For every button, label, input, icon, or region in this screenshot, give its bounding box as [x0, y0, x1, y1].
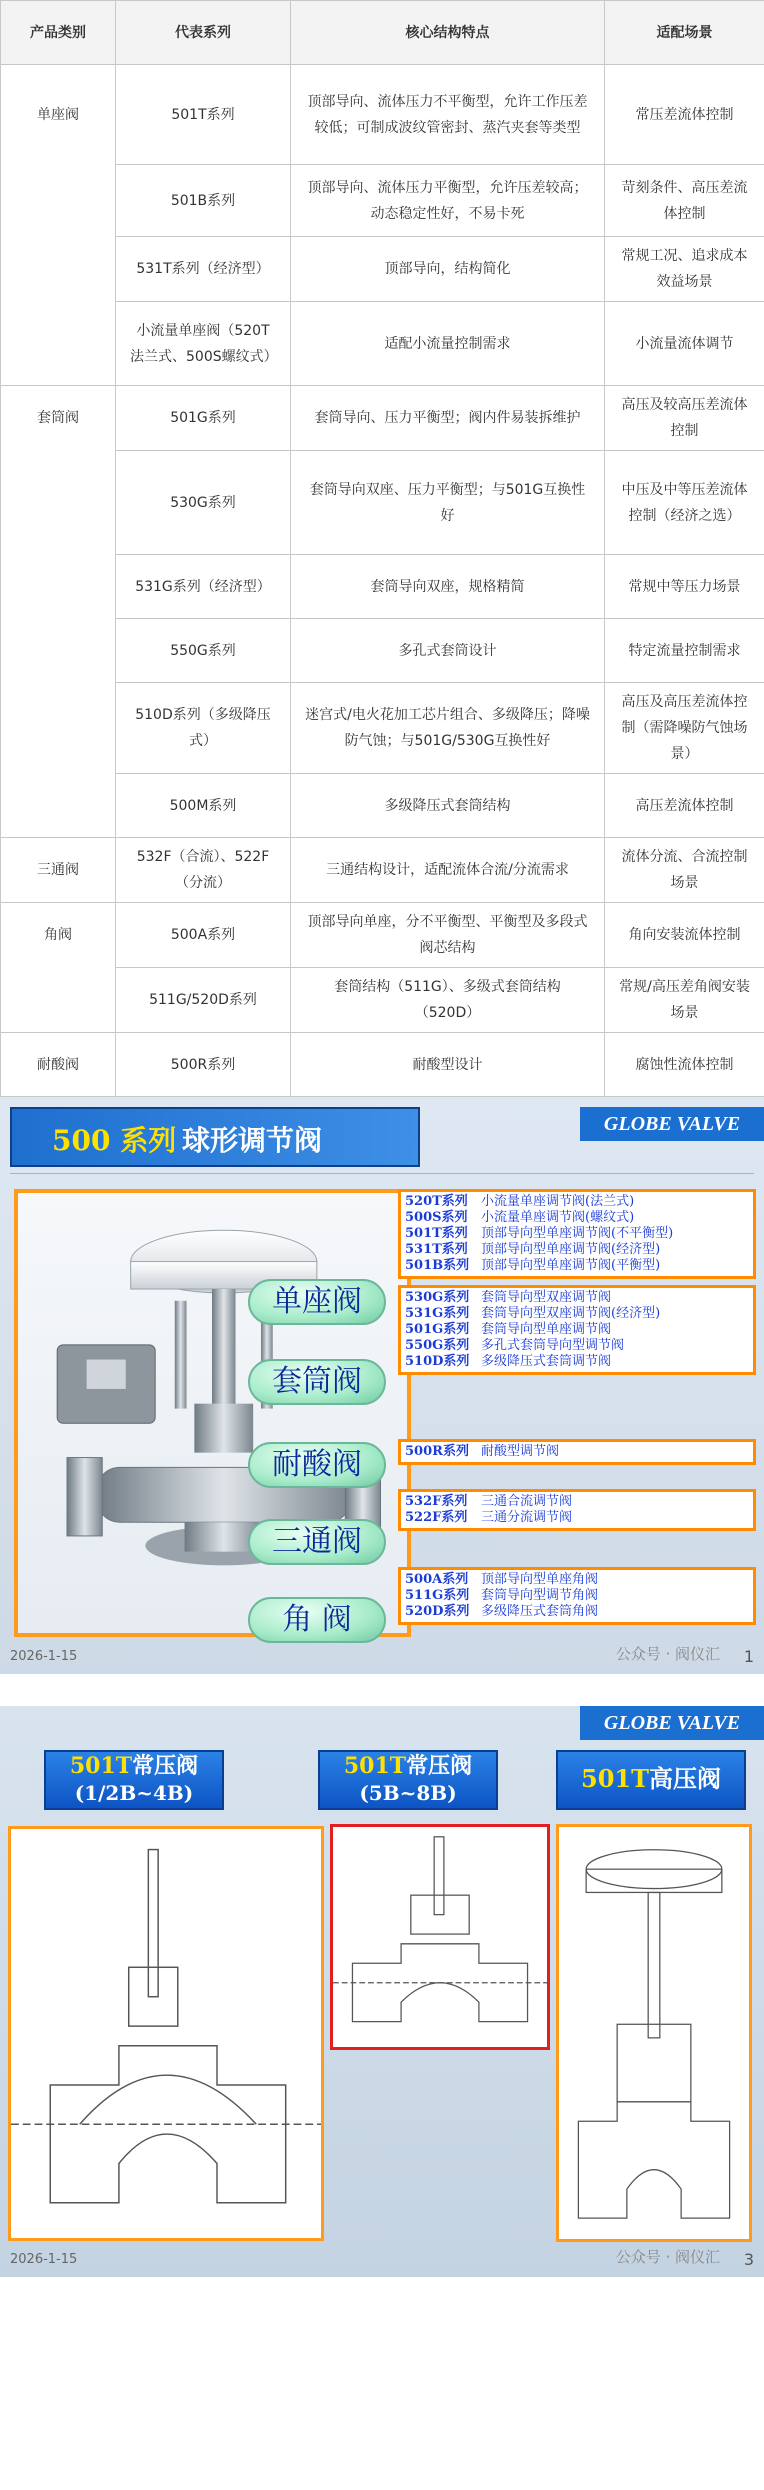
cell-category	[1, 555, 116, 619]
pill-acid: 耐酸阀	[248, 1442, 386, 1488]
table-row	[1, 774, 764, 838]
group-box-three-way	[398, 1489, 756, 1531]
series-code: 522F系列	[405, 1510, 468, 1525]
header-501t-small-title	[46, 1752, 222, 1780]
header-scene: 适配场景	[605, 1, 764, 65]
cell-feature: 顶部导向、流体压力平衡型，允许压差较高；动态稳定性好，不易卡死	[291, 165, 605, 237]
cell-scene: 中压及中等压差流体控制（经济之选）	[605, 451, 764, 555]
cell-category: 单座阀	[1, 65, 116, 165]
cell-category: 耐酸阀	[1, 1033, 116, 1097]
series-code: 520T系列	[405, 1194, 468, 1209]
slide1-page-number: 1	[743, 1647, 754, 1666]
cell-series: 500R系列	[116, 1033, 291, 1097]
series-line	[405, 1444, 749, 1460]
drawing-501t-large	[330, 1824, 550, 2050]
table-row	[1, 386, 764, 451]
group-box-angle	[398, 1567, 756, 1625]
slide1-title-series: 500 系列	[52, 1124, 177, 1157]
cell-series: 501G系列	[116, 386, 291, 451]
cell-category	[1, 302, 116, 386]
header-501t-large-code: 501T	[343, 1753, 407, 1779]
pill-angle: 角 阀	[248, 1597, 386, 1643]
globe-valve-badge: GLOBE VALVE	[580, 1706, 764, 1740]
cell-series: 550G系列	[116, 619, 291, 683]
cell-scene: 常规/高压差角阀安装场景	[605, 968, 764, 1033]
series-line	[405, 1510, 749, 1526]
cell-feature: 适配小流量控制需求	[291, 302, 605, 386]
cell-feature: 顶部导向单座，分不平衡型、平衡型及多段式阀芯结构	[291, 903, 605, 968]
cell-scene: 角向安装流体控制	[605, 903, 764, 968]
cell-feature: 多孔式套筒设计	[291, 619, 605, 683]
series-code: 500R系列	[405, 1444, 469, 1459]
cell-category: 三通阀	[1, 838, 116, 903]
header-501t-small-code: 501T	[69, 1753, 133, 1779]
cell-series: 500M系列	[116, 774, 291, 838]
cell-scene: 流体分流、合流控制场景	[605, 838, 764, 903]
cell-feature: 套筒结构（511G）、多级式套筒结构（520D）	[291, 968, 605, 1033]
series-line	[405, 1194, 749, 1210]
series-description: 套筒导向型双座调节阀(经济型)	[481, 1306, 661, 1321]
header-feature: 核心结构特点	[291, 1, 605, 65]
series-code: 530G系列	[405, 1290, 470, 1305]
table-row	[1, 555, 764, 619]
cell-feature: 套筒导向、压力平衡型；阀内件易装拆维护	[291, 386, 605, 451]
header-series: 代表系列	[116, 1, 291, 65]
table-row	[1, 838, 764, 903]
cell-feature: 套筒导向双座，规格精简	[291, 555, 605, 619]
series-line	[405, 1572, 749, 1588]
header-501t-large	[318, 1750, 498, 1810]
series-code: 501G系列	[405, 1322, 470, 1337]
cell-series: 531G系列（经济型）	[116, 555, 291, 619]
series-code: 501B系列	[405, 1258, 470, 1273]
series-line	[405, 1210, 749, 1226]
slide2-date: 2026-1-15	[10, 2252, 78, 2267]
cell-scene: 高压及较高压差流体控制	[605, 386, 764, 451]
series-code: 500S系列	[405, 1210, 468, 1225]
slide1-watermark: 公众号 · 阀仪汇	[615, 1645, 720, 1663]
valve-photo	[14, 1189, 411, 1637]
control-valve-illustration	[18, 1193, 407, 1632]
header-501t-high	[556, 1750, 746, 1810]
cell-series: 530G系列	[116, 451, 291, 555]
table-row	[1, 903, 764, 968]
header-501t-small-name: 常压阀	[132, 1753, 199, 1779]
header-501t-large-name: 常压阀	[406, 1753, 473, 1779]
cell-scene: 高压差流体控制	[605, 774, 764, 838]
cell-category	[1, 774, 116, 838]
header-501t-small	[44, 1750, 224, 1810]
series-description: 顶部导向型单座调节阀(平衡型)	[481, 1258, 661, 1273]
series-line	[405, 1338, 749, 1354]
valve-section-drawing	[11, 1829, 321, 2238]
cell-scene: 腐蚀性流体控制	[605, 1033, 764, 1097]
slide1-title-cn: 球形调节阀	[182, 1124, 323, 1157]
series-code: 511G系列	[405, 1588, 470, 1603]
cell-series: 501B系列	[116, 165, 291, 237]
slide-501t-drawings	[0, 1706, 764, 2277]
cell-scene: 常规中等压力场景	[605, 555, 764, 619]
drawing-501t-small	[8, 1826, 324, 2241]
series-code: 510D系列	[405, 1354, 470, 1369]
series-code: 532F系列	[405, 1494, 468, 1509]
series-description: 套筒导向型单座调节阀	[481, 1322, 612, 1337]
cell-series: 小流量单座阀（520T法兰式、500S螺纹式）	[116, 302, 291, 386]
cell-series: 501T系列	[116, 65, 291, 165]
cell-series: 532F（合流）、522F（分流）	[116, 838, 291, 903]
cell-feature: 迷宫式/电火花加工芯片组合、多级降压；降噪防气蚀；与501G/530G互换性好	[291, 683, 605, 774]
slide2-watermark: 公众号 · 阀仪汇	[615, 2248, 720, 2266]
pill-single-seat: 单座阀	[248, 1279, 386, 1325]
series-code: 550G系列	[405, 1338, 470, 1353]
cell-series: 531T系列（经济型）	[116, 237, 291, 302]
globe-valve-badge: GLOBE VALVE	[580, 1107, 764, 1141]
cell-feature: 耐酸型设计	[291, 1033, 605, 1097]
cell-series: 511G/520D系列	[116, 968, 291, 1033]
series-line	[405, 1322, 749, 1338]
header-501t-large-title	[320, 1752, 496, 1780]
header-501t-high-name: 高压阀	[648, 1764, 721, 1793]
series-line	[405, 1604, 749, 1620]
table-body	[1, 65, 764, 1097]
series-line	[405, 1226, 749, 1242]
cell-scene: 小流量流体调节	[605, 302, 764, 386]
series-code: 531T系列	[405, 1242, 468, 1257]
header-501t-high-code: 501T	[581, 1764, 649, 1793]
series-description: 顶部导向型单座调节阀(不平衡型)	[481, 1226, 674, 1241]
table-row	[1, 1033, 764, 1097]
group-box-cage	[398, 1285, 756, 1375]
table-header-row	[1, 1, 764, 65]
header-501t-large-range: (5B~8B)	[359, 1781, 457, 1805]
series-description: 多级降压式套筒角阀	[481, 1604, 599, 1619]
series-description: 小流量单座调节阀(螺纹式)	[481, 1210, 635, 1225]
cell-category	[1, 683, 116, 774]
table-row	[1, 302, 764, 386]
cell-scene: 苛刻条件、高压差流体控制	[605, 165, 764, 237]
header-501t-small-range: (1/2B~4B)	[74, 1781, 194, 1805]
series-line	[405, 1354, 749, 1370]
table-row	[1, 968, 764, 1033]
cell-feature: 多级降压式套筒结构	[291, 774, 605, 838]
valve-section-drawing	[559, 1827, 749, 2239]
series-line	[405, 1306, 749, 1322]
table-row	[1, 237, 764, 302]
cell-category	[1, 451, 116, 555]
cell-category: 角阀	[1, 903, 116, 968]
pill-three-way: 三通阀	[248, 1519, 386, 1565]
slide-500-series-overview	[0, 1097, 764, 1674]
cell-scene: 常规工况、追求成本效益场景	[605, 237, 764, 302]
series-description: 顶部导向型单座调节阀(经济型)	[481, 1242, 661, 1257]
series-description: 多孔式套筒导向型调节阀	[481, 1338, 625, 1353]
group-box-acid	[398, 1439, 756, 1465]
cell-scene: 特定流量控制需求	[605, 619, 764, 683]
series-description: 套筒导向型双座调节阀	[481, 1290, 612, 1305]
series-line	[405, 1494, 749, 1510]
cell-series: 510D系列（多级降压式）	[116, 683, 291, 774]
series-description: 小流量单座调节阀(法兰式)	[481, 1194, 635, 1209]
slide1-divider	[10, 1173, 754, 1174]
series-code: 520D系列	[405, 1604, 470, 1619]
pill-cage: 套筒阀	[248, 1359, 386, 1405]
series-description: 多级降压式套筒调节阀	[481, 1354, 612, 1369]
group-box-single-seat	[398, 1189, 756, 1279]
series-description: 三通合流调节阀	[481, 1494, 573, 1509]
table-row	[1, 165, 764, 237]
series-code: 500A系列	[405, 1572, 469, 1587]
drawing-501t-high	[556, 1824, 752, 2242]
valve-spec-table-wrap	[0, 0, 764, 1097]
cell-category	[1, 237, 116, 302]
valve-spec-table	[0, 0, 764, 1097]
cell-category	[1, 619, 116, 683]
cell-feature: 顶部导向、流体压力不平衡型，允许工作压差较低；可制成波纹管密封、蒸汽夹套等类型	[291, 65, 605, 165]
cell-category: 套筒阀	[1, 386, 116, 451]
cell-feature: 顶部导向，结构简化	[291, 237, 605, 302]
series-line	[405, 1290, 749, 1306]
series-line	[405, 1242, 749, 1258]
table-row	[1, 619, 764, 683]
cell-category	[1, 968, 116, 1033]
series-description: 三通分流调节阀	[481, 1510, 573, 1525]
cell-scene: 高压及高压差流体控制（需降噪防气蚀场景）	[605, 683, 764, 774]
slide2-page-number: 3	[743, 2250, 754, 2269]
valve-section-drawing	[333, 1827, 547, 2047]
table-row	[1, 65, 764, 165]
cell-series: 500A系列	[116, 903, 291, 968]
series-code: 531G系列	[405, 1306, 470, 1321]
series-line	[405, 1258, 749, 1274]
series-code: 501T系列	[405, 1226, 468, 1241]
series-description: 顶部导向型单座角阀	[481, 1572, 599, 1587]
slide1-title-banner	[10, 1107, 420, 1167]
series-description: 套筒导向型调节角阀	[481, 1588, 599, 1603]
table-row	[1, 683, 764, 774]
series-line	[405, 1588, 749, 1604]
header-501t-high-title	[558, 1752, 744, 1806]
cell-category	[1, 165, 116, 237]
series-description: 耐酸型调节阀	[481, 1444, 560, 1459]
header-category: 产品类别	[1, 1, 116, 65]
cell-feature: 套筒导向双座、压力平衡型；与501G互换性好	[291, 451, 605, 555]
slide1-date: 2026-1-15	[10, 1649, 78, 1664]
cell-scene: 常压差流体控制	[605, 65, 764, 165]
cell-feature: 三通结构设计，适配流体合流/分流需求	[291, 838, 605, 903]
table-row	[1, 451, 764, 555]
